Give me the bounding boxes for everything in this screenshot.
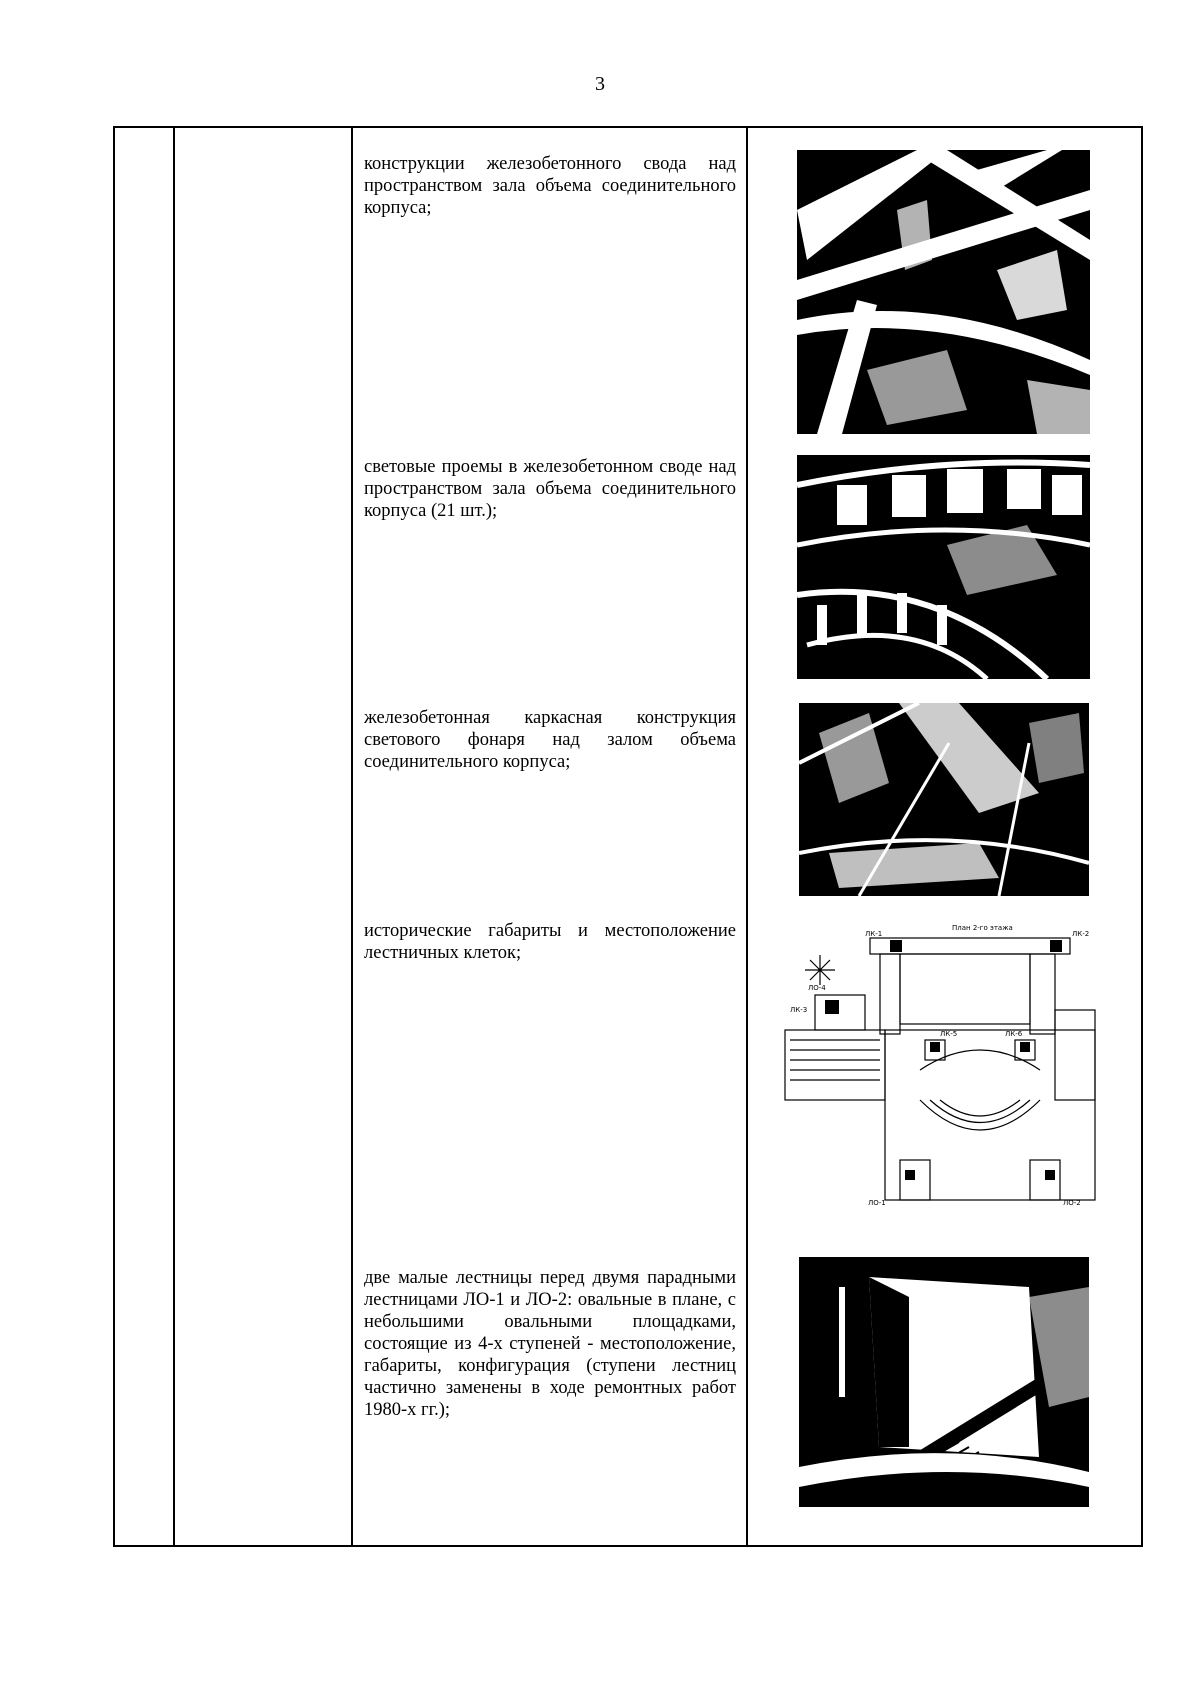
plan-label-lo4: ЛО-4 — [808, 984, 826, 992]
plan-label-lo2: ЛО-2 — [1063, 1199, 1081, 1207]
row-description: две малые лестницы перед двумя парадными лестницами ЛО-1 и ЛО-2: овальные в плане, с небольшими овальными площадками, состоящие из 4-х ступеней - местоположение, габариты, конфигурация (ступени лестниц частично заменены в ходе ремонтных работ 1980-х гг.); — [364, 1268, 736, 1420]
row-description: железобетонная каркасная конструкция светового фонаря над залом объема соединительного корпуса; — [364, 708, 736, 772]
lantern-frame-photo-icon — [799, 703, 1089, 896]
plan-label-lk6: ЛК-6 — [1005, 1030, 1023, 1038]
column-divider — [173, 128, 175, 1545]
row-description: конструкции железобетонного свода над пространством зала объема соединительного корпуса; — [364, 154, 736, 218]
plan-label-lk2: ЛК-2 — [1072, 930, 1090, 938]
vault-photo-icon — [797, 150, 1090, 434]
page-number: 3 — [595, 73, 605, 95]
skylight-openings-photo-icon — [797, 455, 1090, 679]
plan-title: План 2-го этажа — [952, 924, 1013, 932]
column-divider — [351, 128, 353, 1545]
stairs-photo-icon — [799, 1257, 1089, 1507]
row-description: световые проемы в железобетонном своде над пространством зала объема соединительного корпуса (21 шт.); — [364, 457, 736, 521]
floor-plan-icon — [780, 920, 1105, 1210]
plan-label-lk3: ЛК-3 — [790, 1006, 808, 1014]
row-description: исторические габариты и местоположение лестничных клеток; — [364, 921, 736, 963]
plan-label-lo1: ЛО-1 — [868, 1199, 886, 1207]
column-divider — [746, 128, 748, 1545]
plan-label-lk1: ЛК-1 — [865, 930, 883, 938]
plan-label-lk5: ЛК-5 — [940, 1030, 958, 1038]
